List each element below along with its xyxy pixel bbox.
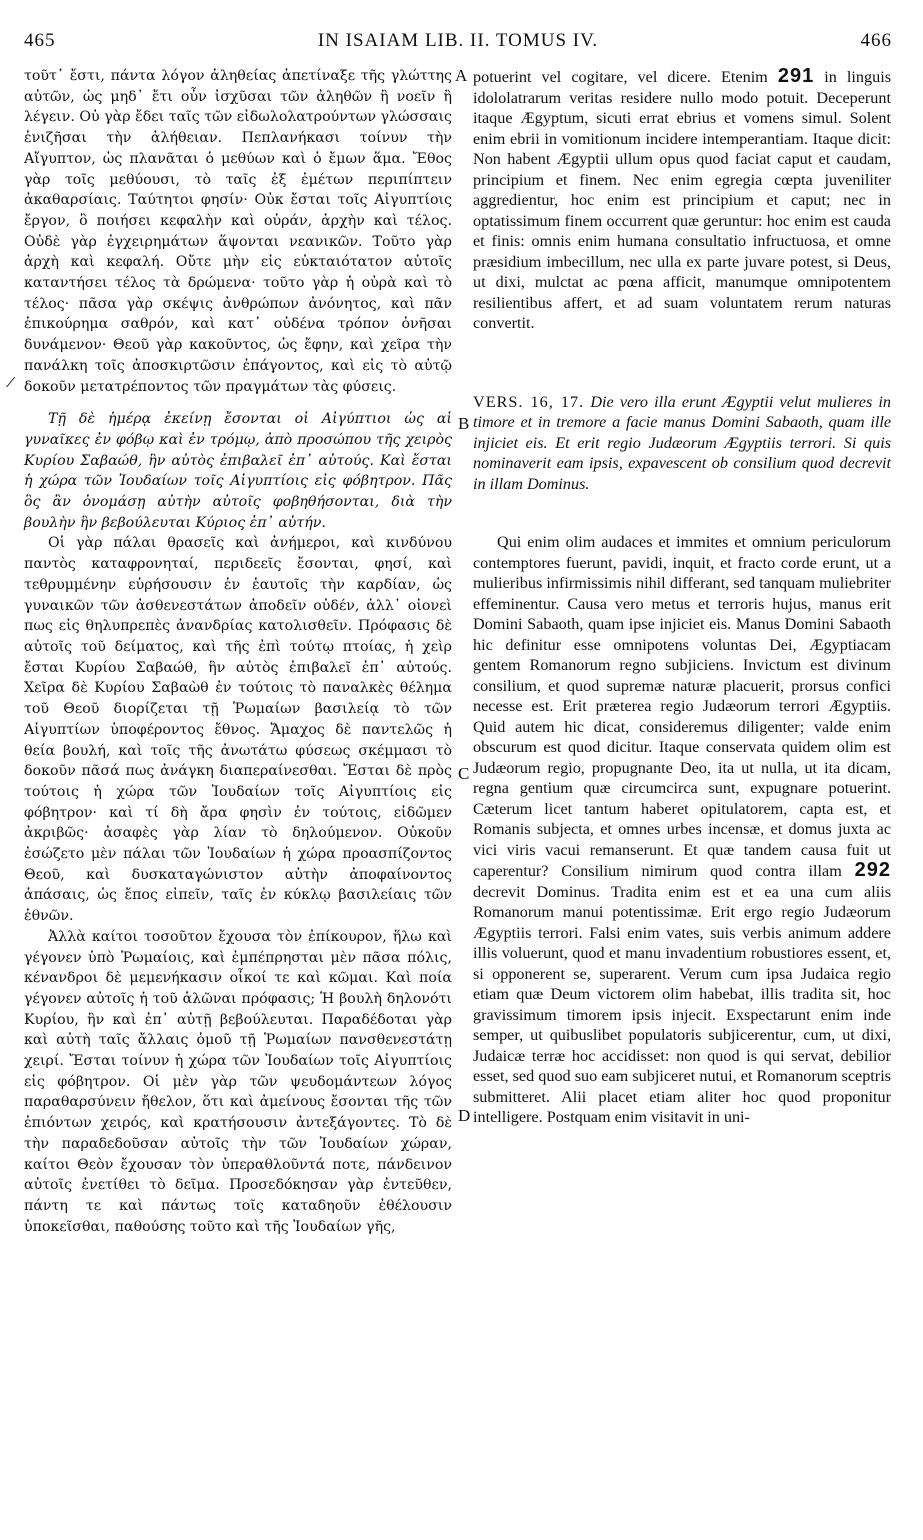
greek-paragraph-1: τοῦτ᾽ ἔστι, πάντα λόγον ἀληθείας ἀπετίναξε τῆς γλώττης αὐτῶν, ὡς μηδ᾽ ἔτι οὖν ἰσχῦσαι τῶν ἀληθῶν ἢ νοεῖν ἢ λέγειν. Οὐ γὰρ ἔδει ταῖς τῶν εἰδωλολατρούντων γλώσσαις ἐνιζῆσαι τὴν ἀλήθειαν. Πεπλανήκασι τοίνυν τὴν Αἴγυπτον, ὡς πλανᾶται ὁ μεθύων καὶ ὁ ἔμων ἅμα. Ἔθος γὰρ τοῖς μεθύουσι, τὸ ταῖς ἐξ ἐμέτων περιπίπτειν ἀκαθαρσίαις. Ταύτητοι φησίν· Οὐκ ἔσται τοῖς Αἰγυπτίοις ἔργον, ὃ ποιήσει κεφαλὴν καὶ οὐράν, ἀρχὴν καὶ τέλος. Οὐδὲ γὰρ ἐγχειρημάτων ἅψονται νεανικῶν. Τοῦτο γὰρ ἀρχὴ καὶ κεφαλή. Οὔτε μὴν εἰς εὐκταιότατον αὐτοῖς καταντήσει τέλος τὰ δρώμενα· τοῦτο γὰρ ἡ οὐρὰ καὶ τὸ τέλος· πᾶσα γὰρ σκέψις ἀνθρώπων ἀνόνητος, καὶ πᾶν ἐπικούρημα σαθρόν, καὶ κατ᾽ οὐδένα τρόπον ὀνῆσαι δυνάμενον· Θεοῦ γὰρ κακοῦντος, ὡς ἔφην, καὶ χεῖρα τὴν πανάλκη τοῖς ἀποσκιρτῶσιν ἐπάγοντος, καὶ εἰς τὸ αὐτῷ δοκοῦν μετατρέποντος τῶν πραγμάτων τὰς φύσεις.	[24, 68, 452, 395]
verse-text: Die vero illa erunt Ægyptii velut mulieres in timore et in tremore a facie manus Domini Sabaoth, quam ille injiciet eis. Et erit regio Judæorum Ægyptiis terrori. Si quis nominaverit eam ipsis, expavescent ob consilium quod decrevit in illam Dominus.	[473, 392, 891, 493]
page-mark-291: 291	[777, 65, 815, 87]
margin-mark: /	[4, 371, 17, 393]
latin-text-2b: decrevit Dominus. Tradita enim est et ea una cum aliis Romanorum manui potentissimæ. Erit ergo regio Judæorum Ægyptiis terrori. Falsi enim vates, suis verbis animum addere illis voluerunt, quod et manu invadentium robustiores essent, et, si opponerent se, superarent. Verum cum ipsa Judaica regio etiam quæ Deum victorem olim habebat, illis tradita sit, hoc gravissimum timorem ipsis injecit. Exspectarunt enim inde semper, ut quibuslibet populatoris subjicerentur, cum, ut dixi, Judaicæ terræ hoc accidisset: non quod is qui servat, debilior esset, sed quod suo eam subjiceret nutui, et Romanorum sceptris submitteret. Alii placet etiam aliter hoc quod proponitur intelligere. Postquam enim visitavit in uni-	[473, 882, 891, 1126]
greek-lemma: Τῇ δὲ ἡμέρᾳ ἐκείνῃ ἔσονται οἱ Αἰγύπτιοι ὡς αἱ γυναῖκες ἐν φόβῳ καὶ ἐν τρόμῳ, ἀπὸ προσώπου τῆς χειρὸς Κυρίου Σαβαώθ, ἣν αὐτὸς ἐπιβαλεῖ ἐπ᾽ αὐτούς. Καὶ ἔσται ἡ χώρα τῶν Ἰουδαίων τοῖς Αἰγυπτίοις εἰς φόβητρον. Πᾶς ὃς ἂν ὀνομάσῃ αὐτὴν αὐτοῖς φοβηθήσονται, διὰ τὴν βουλὴν ἣν βεβούλευται Κύριος ἐπ᾽ αὐτήν.	[24, 411, 452, 531]
verse-heading	[473, 392, 891, 495]
page-number-left: 465	[24, 30, 56, 51]
latin-text-1b: in linguis idololatrarum veritas residere nullo modo potuit. Deceperunt itaque Ægyptum, sicuti errat ebrius et vomens simul. Solent enim ebrii in vomitionum incidere intemperantiam. Itaque dicit: Non habent Ægyptii ullum opus quod faciat caput et caudam, principium et finem. Nec enim egregia cœpta juveniliter aggredientur, hoc enim est principium et caput; nec in optatissimum finem occurrent quæ geruntur: hoc enim est cauda et finis: omnis enim humana consultatio infructuosa, et omne præsidium imbecillum, nec ulla ex parte juvare potest, si Deus, ut dixi, mulctat ac pœna afficit, manumque omnipotentem resilientibus affert, et ad suam voluntatem rerum naturas convertit.	[473, 68, 892, 332]
latin-paragraph-2	[473, 532, 891, 1128]
page-mark-292: 292	[854, 859, 891, 881]
section-marker-b: B	[458, 414, 470, 433]
section-marker-d: D	[458, 1106, 471, 1125]
running-title: IN ISAIAM LIB. II. TOMUS IV.	[317, 30, 599, 51]
latin-paragraph-1	[473, 66, 891, 334]
section-marker-c: C	[458, 764, 470, 783]
verse-label: VERS. 16, 17.	[473, 392, 585, 411]
greek-column	[24, 66, 452, 1237]
section-marker-a: A	[455, 66, 468, 85]
page-number-right: 466	[860, 30, 892, 51]
latin-column	[473, 66, 891, 1128]
latin-text-2a: Qui enim olim audaces et immites et omnium periculorum contemptores fuerunt, pavidi, inquit, et fracto corde erunt, ut a mulieribus infirmissimis nihil differant, sed tanquam muliebriter effeminentur. Causa vero metus et terroris hujus, manus erit Domini Sabaoth, quam ipse injiciet eis. Manus Domini Sabaoth hic definitur esse omnipotens voluntas Dei, Ægyptiacam gentem Romanorum regno subjiciens. Invictum est divinum consilium, et quod supremæ naturæ placuerit, prorsus confici necesse est. Erit præterea regio Judæorum terrori Ægyptiis. Quid autem hic dicat, consideremus diligenter; valde enim obscurum est quod dicitur. Itaque conservata quidem olim est Judæorum regio, propugnante Deo, ita ut nulla, ut ita dicam, regna gentium quæ circumcirca sunt, expugnare potuerint. Cæterum licet tantum haberet opitulatorem, capta est, et Romanis subjecta, et omnes urbes incensæ, et domus juxta ac vici viris vacui remanserunt. Et quæ tandem causa fuit ut caperentur? Consilium nimirum quod contra illam	[473, 533, 891, 880]
page-header	[24, 30, 892, 56]
greek-paragraph-3: Ἀλλὰ καίτοι τοσοῦτον ἔχουσα τὸν ἐπίκουρον, ἥλω καὶ γέγονεν ὑπὸ Ῥωμαίοις, καὶ ἐμπέπρησται μὲν πᾶσα πόλις, κένανδροι δὲ μεμενήκασιν οἶκοί τε καὶ κῶμαι. Καὶ ποία γέγονεν αὐτοῖς ἡ τοῦ ἁλῶναι πρόφασις; Ἡ βουλὴ δηλονότι Κυρίου, ἣν καὶ ἐπ᾽ αὐτῇ βεβούλευται. Παραδέδοται γὰρ καὶ αὐτὴ ταῖς ἄλλαις ὁμοῦ τῇ Ῥωμαίων πανσθενεστάτῃ χειρί. Ἔσται τοίνυν ἡ χώρα τῶν Ἰουδαίων τοῖς Αἰγυπτίοις εἰς φόβητρον. Οἱ μὲν γὰρ τῶν ψευδομάντεων λόγος παραθαρσύνειν ἤθελον, ὅτι καὶ ἀμείνους ἔσονται τῆς τῶν ἐπιόντων χειρός, καὶ κρατήσουσιν ἀντεξάγοντες. Τὸ δὲ τὴν παραδεδοῦσαν αὐτοῖς τὴν τῶν Ἰουδαίων χώραν, καίτοι Θεὸν ἔχουσαν τὸν ὑπεραθλοῦντά ποτε, πάνδεινον αὐτοῖς ἐνετίθει τὸ δεῖμα. Προσεδόκησαν γὰρ ἐντεῦθεν, πάντη τε καὶ πάντως τοῖς καταδηοῦν ἐθέλουσιν ὑποκεῖσθαι, παθούσης τοῦτο καὶ τῆς Ἰουδαίων γῆς,	[24, 928, 452, 1235]
greek-paragraph-2: Οἱ γὰρ πάλαι θρασεῖς καὶ ἀνήμεροι, καὶ κινδύνου παντὸς καταφρονηταί, περιδεεῖς ἔσονται, φησί, καὶ τεθρυμμένην εὑρήσουσιν ἐν ἑαυτοῖς τὴν καρδίαν, ὡς γυναικῶν τῶν ἀσθενεστάτων ἀποδεῖν οὐδέν, ἀλλ᾽ οἰονεὶ πως εἰς θηλυπρεπὲς ἀνανδρίας κατολισθεῖν. Πρόφασις δὲ αὐτοῖς τοῦ δείματος, καὶ τῆς ἐπὶ τούτῳ πτοίας, ἡ χεὶρ ἔσται Κυρίου Σαβαώθ, ἣν αὐτὸς ἐπιβαλεῖ ἐπ᾽ αὐτούς. Χεῖρα δὲ Κυρίου Σαβαὼθ ἐν τούτοις τὸ παναλκὲς θέλημα τοῦ Θεοῦ διορίζεται τῇ Ῥωμαίων βασιλείᾳ τὸ τῶν Αἰγυπτίων ὑποφέροντος ἔθνος. Ἄμαχος δὲ παντελῶς ἡ θεία βουλή, καὶ τοῖς τῆς ἀνωτάτω φύσεως σκέμμασι τὸ δοκοῦν πᾶσά πως ἀνάγκη διαπεραίνεσθαι. Ἔσται δὲ πρὸς τούτοις ἡ χώρα τῶν Ἰουδαίων τοῖς Αἰγυπτίοις εἰς φόβητρον· καὶ τί δὴ ἄρα φησὶν ἐν τούτοις, εἰδῶμεν ἀκριβῶς· ἀσαφὲς γὰρ λίαν τὸ δηλούμενον. Οὐκοῦν ἐσώζετο μὲν πάλαι τῶν Ἰουδαίων ἡ χώρα προασπίζοντος Θεοῦ, καὶ δυσκαταγώνιστον αὐτὴν ἀποφαίνοντος ἁπάσαις, ὡς ἔπος εἰπεῖν, ταῖς ἐν κύκλῳ βασιλείαις τῶν ἐθνῶν.	[24, 535, 452, 925]
latin-text-1a: potuerint vel cogitare, vel dicere. Etenim	[473, 68, 768, 86]
